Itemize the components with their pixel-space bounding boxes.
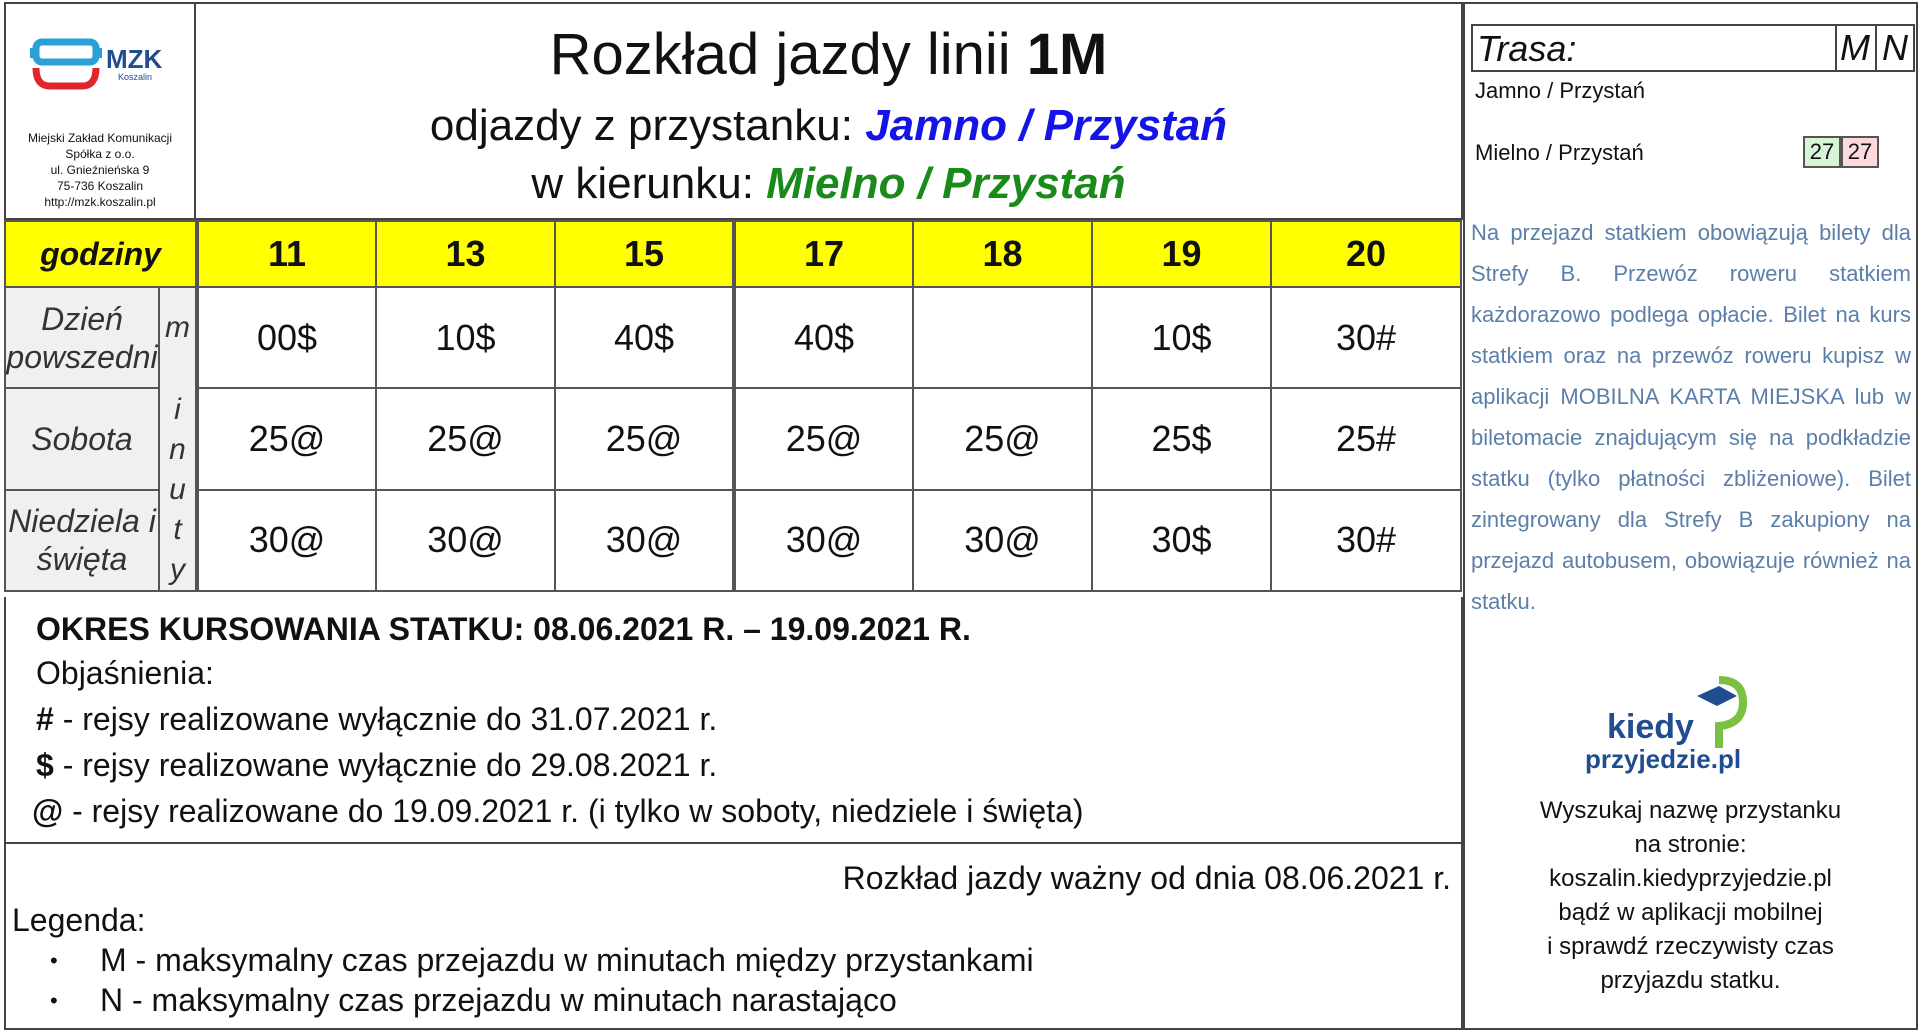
search-url: koszalin.kiedyprzyjedzie.pl — [1549, 865, 1832, 892]
minutes-letter: i — [174, 393, 181, 426]
route-time-n: 27 — [1841, 136, 1879, 168]
departure-cell: 00$ — [197, 287, 376, 388]
hour-cell: 11 — [197, 221, 376, 287]
explanation-symbol: # — [36, 701, 54, 737]
departure-cell: 10$ — [376, 287, 555, 388]
minutes-letter: n — [169, 433, 186, 466]
explanations-title: Objaśnienia: — [36, 655, 214, 691]
departure-cell: 30# — [1271, 287, 1461, 388]
departure-cell: 10$ — [1092, 287, 1271, 388]
direction-prefix: w kierunku: — [531, 159, 767, 208]
direction-line — [196, 158, 1461, 210]
departure-cell: 30@ — [913, 490, 1092, 591]
explanation-symbol: @ — [32, 793, 64, 829]
route-col-m: M — [1835, 26, 1873, 70]
hours-row — [5, 221, 1461, 287]
minutes-letter: u — [169, 473, 186, 506]
departure-cell: 40$ — [734, 287, 913, 388]
legend-panel — [4, 842, 1463, 1030]
minutes-letter: y — [170, 553, 185, 586]
explanation-text: - rejsy realizowane do 19.09.2021 r. (i tylko w soboty, niedziele i święta) — [63, 793, 1084, 829]
search-line: Wyszukaj nazwę przystanku — [1539, 797, 1842, 824]
legend-item-text: N - maksymalny czas przejazdu w minutach narastająco — [100, 982, 897, 1018]
legend-item-text: M - maksymalny czas przejazdu w minutach między przystankami — [100, 942, 1034, 978]
logo-przyjedzie — [1585, 744, 1741, 775]
explanation-text: - rejsy realizowane wyłącznie do 31.07.2021 r. — [53, 701, 718, 737]
logo-text: MZK — [106, 44, 163, 74]
departure-cell: 30@ — [734, 490, 913, 591]
line-number: 1M — [1026, 22, 1108, 87]
search-line: na stronie: — [1634, 831, 1747, 858]
hour-cell: 15 — [555, 221, 734, 287]
hour-cell: 20 — [1271, 221, 1461, 287]
logo-kiedy: kiedy — [1607, 708, 1694, 746]
legend-item — [50, 942, 1034, 979]
valid-from: Rozkład jazdy ważny od dnia 08.06.2021 r. — [842, 860, 1451, 896]
hour-cell: 17 — [734, 221, 913, 287]
hours-label: godziny — [5, 221, 197, 287]
kiedyprzyjedzie-logo — [1577, 672, 1817, 782]
org-line: 75-736 Koszalin — [56, 179, 144, 193]
route-header — [1471, 24, 1915, 72]
departure-cell: 25$ — [1092, 388, 1271, 489]
route-col-n: N — [1875, 26, 1913, 70]
departure-cell: 30$ — [1092, 490, 1271, 591]
departure-cell: 30@ — [197, 490, 376, 591]
timetable — [4, 220, 1462, 592]
departure-cell: 25@ — [376, 388, 555, 489]
explanation-item — [32, 793, 1084, 830]
departure-cell: 40$ — [555, 287, 734, 388]
org-address — [6, 130, 194, 210]
route-time-m: 27 — [1803, 136, 1841, 168]
search-line: przyjazdu statku. — [1600, 967, 1781, 994]
route-label: Trasa: — [1477, 28, 1577, 69]
hour-cell: 18 — [913, 221, 1092, 287]
minutes-letter: t — [173, 513, 182, 546]
minutes-letter: m — [165, 311, 190, 344]
day-label — [5, 287, 159, 388]
title-prefix: Rozkład jazdy linii — [549, 22, 1027, 87]
day-label — [5, 490, 159, 591]
departure-cell: 25@ — [734, 388, 913, 489]
explanation-symbol: $ — [36, 747, 54, 783]
departure-cell: 25# — [1271, 388, 1461, 489]
legend-item — [50, 982, 897, 1019]
stop-line — [196, 100, 1461, 152]
explanation-item — [36, 701, 717, 738]
notes-panel — [4, 597, 1463, 844]
departure-cell: 25@ — [913, 388, 1092, 489]
hour-cell: 13 — [376, 221, 555, 287]
departure-cell: 25@ — [555, 388, 734, 489]
org-line: Miejski Zakład Komunikacji — [27, 131, 173, 145]
stop-prefix: odjazdy z przystanku: — [429, 101, 866, 150]
legend-title: Legenda: — [12, 902, 146, 938]
table-row — [5, 490, 1461, 591]
title-panel — [196, 2, 1463, 220]
mzk-bus-logo-icon — [30, 38, 102, 90]
table-row — [5, 287, 1461, 388]
org-line: Spółka z o.o. — [65, 147, 135, 161]
day-label-line: powszedni — [6, 338, 158, 375]
departure-cell — [913, 287, 1092, 388]
hour-cell: 19 — [1092, 221, 1271, 287]
search-line: bądź w aplikacji mobilnej — [1558, 899, 1823, 926]
day-label-line: Dzień — [41, 300, 123, 337]
logo-pl: .pl — [1710, 744, 1742, 774]
org-line: ul. Gnieźnieńska 9 — [50, 163, 150, 177]
route-stop: Mielno / Przystań — [1475, 140, 1644, 165]
pin-icon — [1689, 672, 1749, 752]
operating-period: OKRES KURSOWANIA STATKU: 08.06.2021 R. – 19.09.2021 R. — [36, 611, 971, 647]
day-label-line: Sobota — [31, 420, 133, 457]
table-row — [5, 388, 1461, 489]
logo-przyjedzie-text: przyjedzie — [1585, 744, 1711, 774]
search-line: i sprawdź rzeczywisty czas — [1547, 933, 1834, 960]
explanation-item — [36, 747, 717, 784]
explanation-text: - rejsy realizowane wyłącznie do 29.08.2021 r. — [53, 747, 718, 783]
stop-name: Jamno / Przystań — [865, 101, 1228, 150]
day-label — [5, 388, 159, 489]
ticket-info: Na przejazd statkiem obowiązują bilety dla Strefy B. Przewóz roweru statkiem każdorazowo podlega opłacie. Bilet na kurs statkiem oraz na przewóz roweru kupisz w aplikacji MOBILNA KARTA MIEJSKA lub w biletomacie znajdującym się na podkładzie statku (tylko płatności zbliżeniowe). Bilet zintegrowany dla Strefy B zakupiony na przejazd autobusem, obowiązuje również na statku. — [1471, 220, 1911, 614]
day-label-line: święta — [36, 541, 128, 578]
minutes-label — [159, 287, 197, 591]
page-title — [196, 22, 1461, 88]
departure-cell: 25@ — [197, 388, 376, 489]
logo-panel — [4, 2, 196, 220]
logo-subtext: Koszalin — [118, 72, 153, 82]
departure-cell: 30# — [1271, 490, 1461, 591]
route-stop: Jamno / Przystań — [1475, 78, 1645, 103]
direction-name: Mielno / Przystań — [766, 159, 1126, 208]
departure-cell: 30@ — [555, 490, 734, 591]
route-panel — [1463, 2, 1918, 1030]
org-line: http://mzk.koszalin.pl — [44, 195, 156, 209]
departure-cell: 30@ — [376, 490, 555, 591]
search-hint — [1465, 794, 1916, 998]
day-label-line: Niedziela i — [8, 503, 156, 540]
